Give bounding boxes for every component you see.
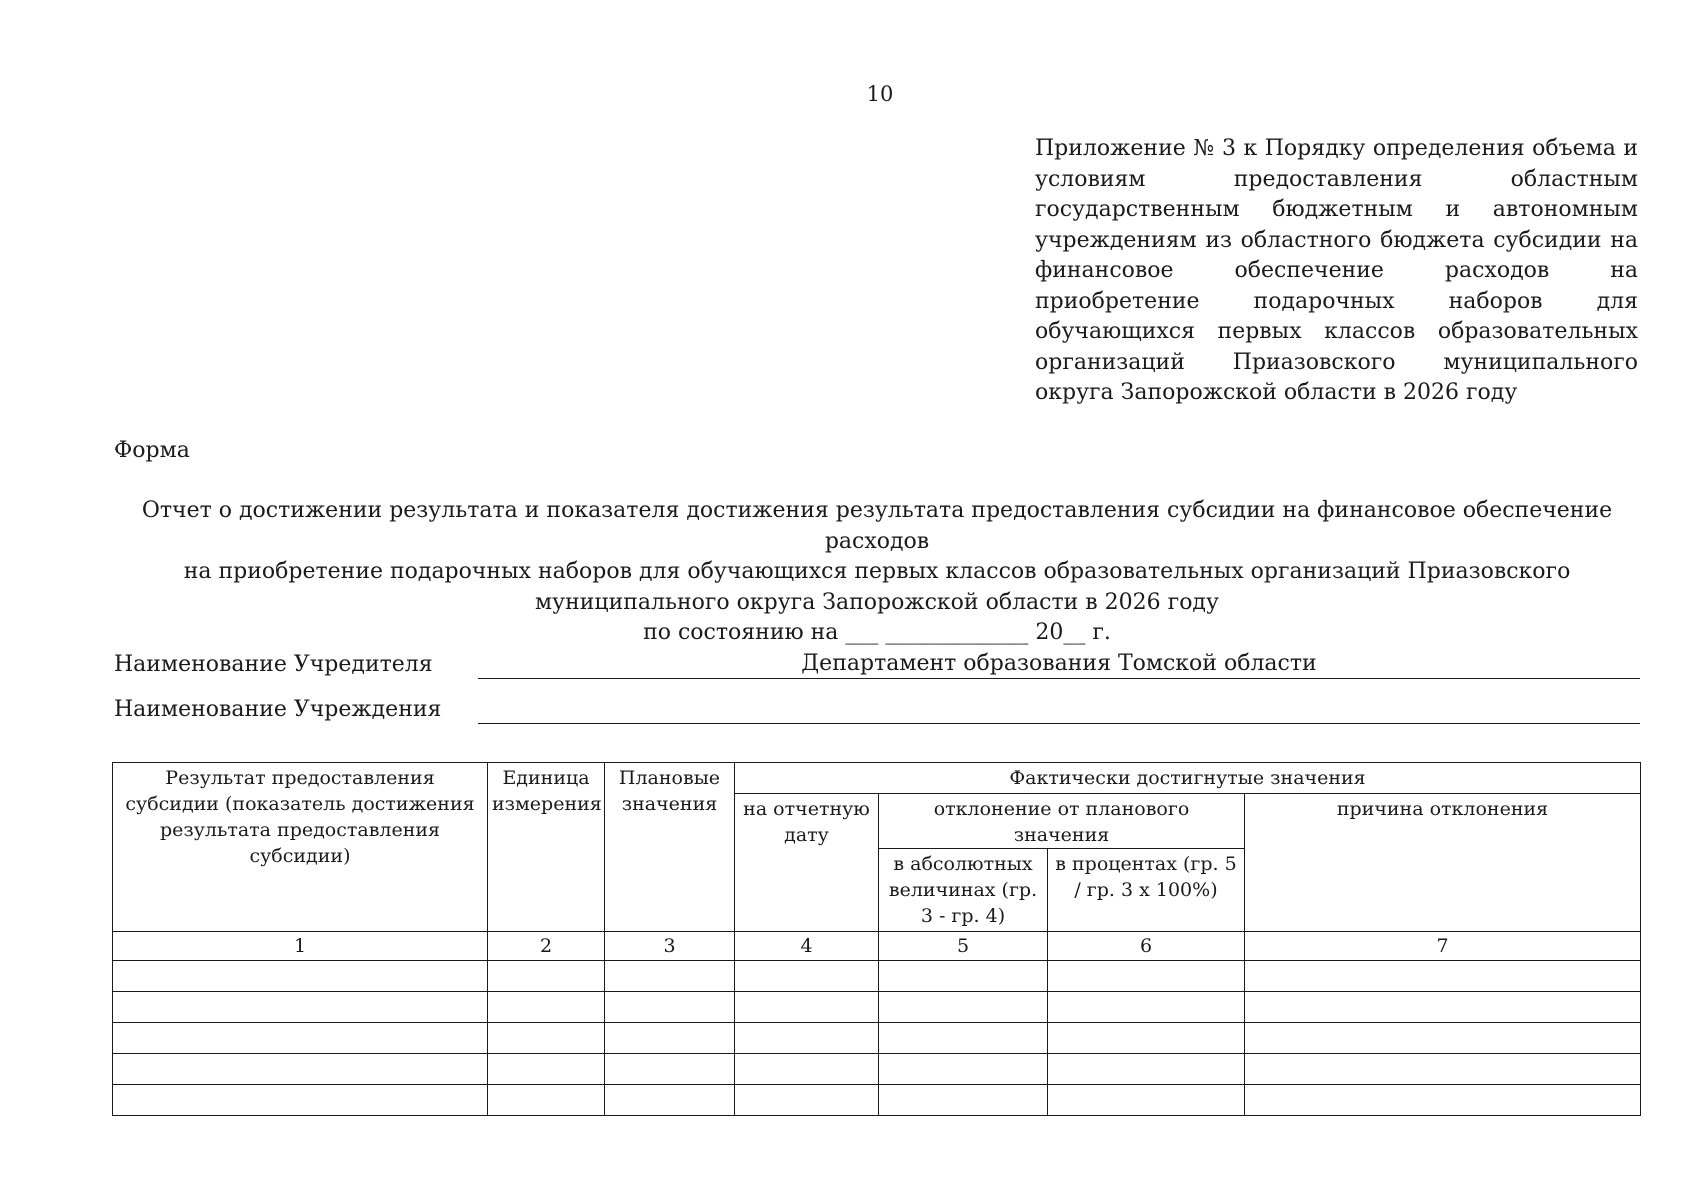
table-header-row (113, 763, 1641, 794)
column-number: 4 (735, 932, 879, 961)
table-cell (605, 1023, 735, 1054)
table-cell (1048, 1054, 1245, 1085)
report-table (112, 762, 1641, 1116)
founder-value: Департамент образования Томской области (478, 648, 1640, 679)
table-cell (1048, 1085, 1245, 1116)
table-cell (113, 1054, 488, 1085)
table-cell (879, 961, 1048, 992)
table-cell (1048, 992, 1245, 1023)
table-cell (488, 1085, 605, 1116)
table-row (113, 961, 1641, 992)
founder-field (114, 648, 1640, 682)
table-cell (113, 961, 488, 992)
table-cell (488, 1023, 605, 1054)
header-planned: Плановые значения (605, 763, 735, 932)
header-on-date: на отчетную дату (735, 794, 879, 932)
table-cell (605, 1054, 735, 1085)
table-row (113, 1023, 1641, 1054)
table-cell (735, 1085, 879, 1116)
table-cell (1245, 1023, 1641, 1054)
table-cell (113, 1085, 488, 1116)
column-number: 3 (605, 932, 735, 961)
report-title-line: на приобретение подарочных наборов для обучающихся первых классов образовательных организаций Приазовского (183, 559, 1571, 584)
report-title-line: муниципального округа Запорожской области в 2026 году (535, 589, 1219, 615)
table-cell (488, 961, 605, 992)
table-cell (488, 992, 605, 1023)
founder-label: Наименование Учредителя (114, 652, 433, 677)
institution-field (114, 693, 1640, 727)
header-unit: Единица измерения (488, 763, 605, 932)
column-number: 2 (488, 932, 605, 961)
appendix-note: Приложение № 3 к Порядку определения объема и условиям предоставления областным государственным бюджетным и автономным учреждениям из областного бюджета субсидии на финансовое обеспечение расходов на приобретение подарочных наборов для обучающихся первых классов образовательных организаций Приазовского муниципального округа Запорожской области в 2026 году (1035, 136, 1638, 405)
table-cell (735, 1023, 879, 1054)
table-cell (879, 1085, 1048, 1116)
table-cell (735, 961, 879, 992)
header-absolute: в абсолютных величинах (гр. 3 - гр. 4) (879, 849, 1048, 932)
table-cell (1245, 1085, 1641, 1116)
table-row (113, 1085, 1641, 1116)
table-cell (1048, 1023, 1245, 1054)
report-title-line: Отчет о достижении результата и показателя достижения результата предоставления субсидии на финансовое обеспечение расходов (141, 498, 1613, 554)
column-numbers-row (113, 932, 1641, 961)
table-cell (735, 992, 879, 1023)
header-deviation: отклонение от планового значения (879, 794, 1245, 849)
page-number: 10 (866, 82, 894, 106)
header-actual: Фактически достигнутые значения (735, 763, 1641, 794)
table-cell (488, 1054, 605, 1085)
header-percent: в процентах (гр. 5 / гр. 3 x 100%) (1048, 849, 1245, 932)
table-cell (605, 961, 735, 992)
table-cell (605, 992, 735, 1023)
table-cell (879, 1023, 1048, 1054)
header-result: Результат предоставления субсидии (показатель достижения результата предоставления субсидии) (113, 763, 488, 932)
institution-label: Наименование Учреждения (114, 697, 442, 722)
column-number: 6 (1048, 932, 1245, 961)
report-date-line: по состоянию на ___ _____________ 20__ г. (643, 620, 1111, 645)
institution-value (478, 693, 1640, 724)
table-cell (735, 1054, 879, 1085)
form-label: Форма (114, 438, 190, 463)
table-cell (1048, 961, 1245, 992)
table-row (113, 992, 1641, 1023)
column-number: 1 (113, 932, 488, 961)
table-cell (1245, 992, 1641, 1023)
report-title (112, 496, 1642, 649)
header-reason: причина отклонения (1245, 794, 1641, 932)
table-row (113, 1054, 1641, 1085)
table-cell (113, 1023, 488, 1054)
column-number: 7 (1245, 932, 1641, 961)
table-cell (1245, 961, 1641, 992)
table-cell (1245, 1054, 1641, 1085)
table-cell (113, 992, 488, 1023)
table-cell (879, 1054, 1048, 1085)
column-number: 5 (879, 932, 1048, 961)
table-cell (879, 992, 1048, 1023)
table-cell (605, 1085, 735, 1116)
